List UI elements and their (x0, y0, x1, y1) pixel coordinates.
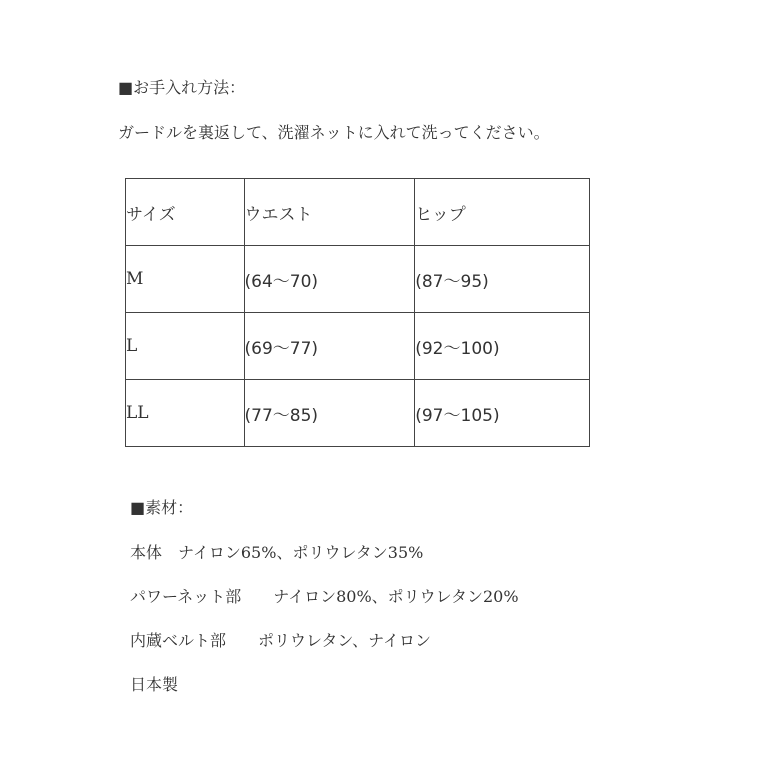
header-hip: ヒップ (415, 179, 590, 246)
header-waist: ウエスト (244, 179, 415, 246)
table-header-row (126, 179, 590, 246)
size-table (125, 178, 590, 447)
material-body: 本体 ナイロン65%、ポリウレタン35% (130, 543, 424, 562)
waist-cell: (64〜70) (244, 246, 415, 313)
table-row (126, 313, 590, 380)
size-cell: LL (126, 380, 245, 447)
material-heading: ■素材： (130, 498, 194, 517)
table-row (126, 246, 590, 313)
size-cell: M (126, 246, 245, 313)
hip-cell: (92〜100) (415, 313, 590, 380)
care-instructions: ガードルを裏返して、洗濯ネットに入れて洗ってください。 (118, 123, 550, 142)
waist-cell: (69〜77) (244, 313, 415, 380)
hip-cell: (87〜95) (415, 246, 590, 313)
hip-cell: (97〜105) (415, 380, 590, 447)
country-of-origin: 日本製 (130, 675, 179, 694)
care-heading: ■お手入れ方法： (118, 78, 246, 97)
table-row (126, 380, 590, 447)
size-cell: L (126, 313, 245, 380)
waist-cell: (77〜85) (244, 380, 415, 447)
header-size: サイズ (126, 179, 245, 246)
material-power-net: パワーネット部 ナイロン80%、ポリウレタン20% (130, 587, 519, 606)
material-inner-belt: 内蔵ベルト部 ポリウレタン、ナイロン (130, 631, 431, 650)
